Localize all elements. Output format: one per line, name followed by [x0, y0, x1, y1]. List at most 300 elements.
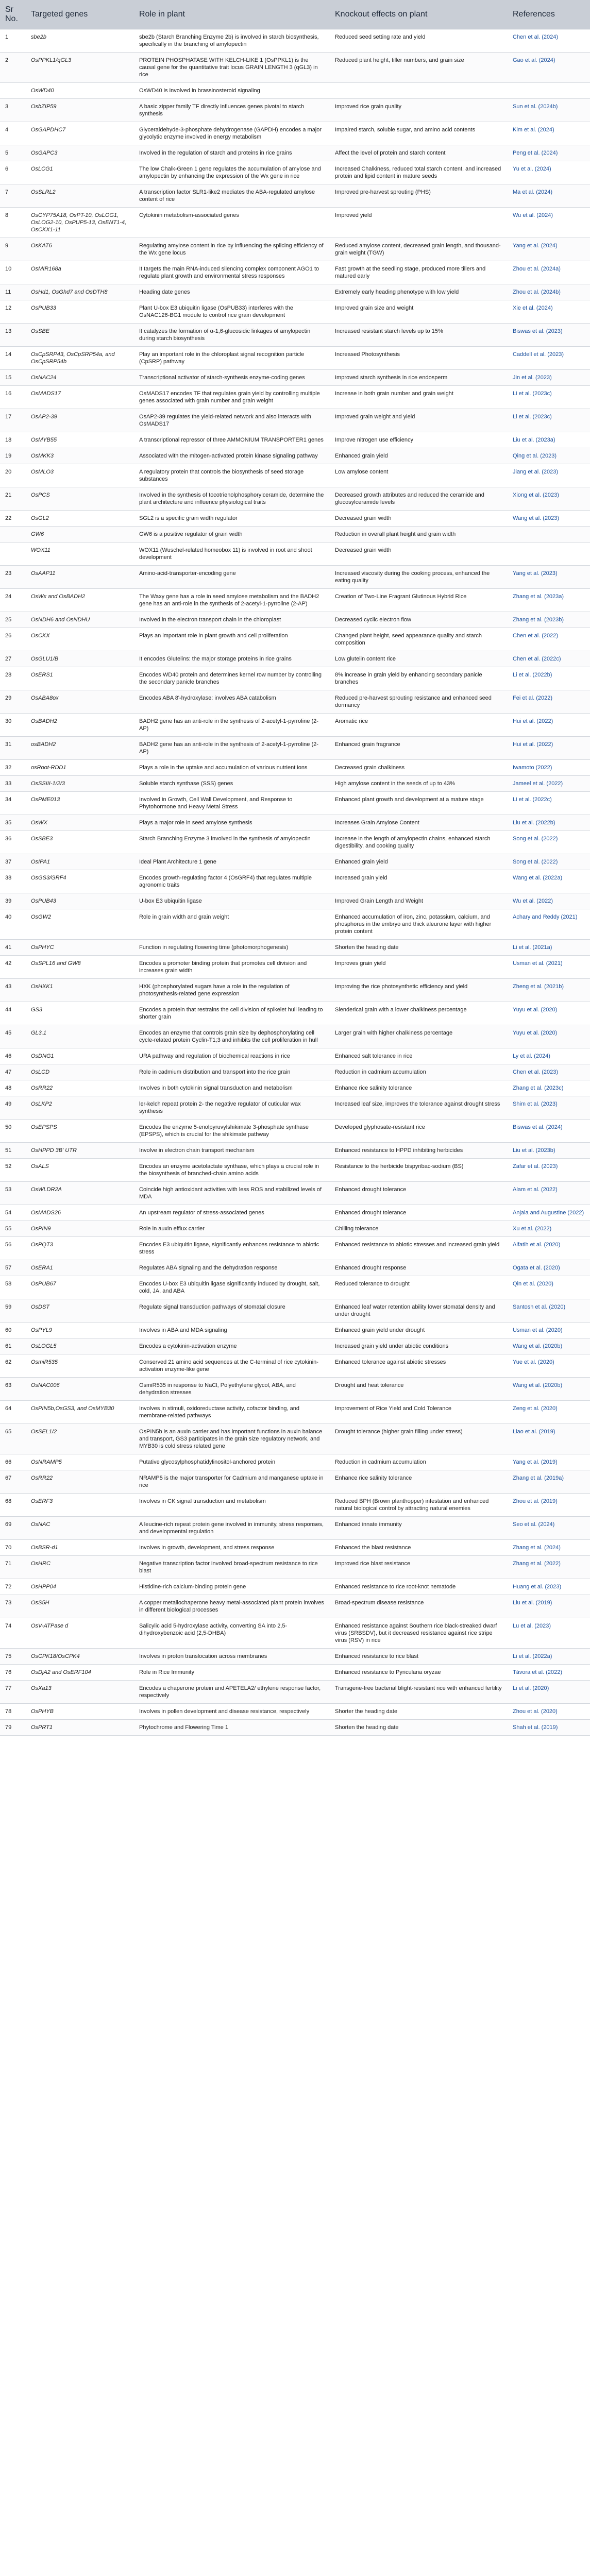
sr-no-cell: 5 — [0, 145, 26, 161]
table-row — [0, 1579, 590, 1595]
targeted-gene-cell: OsHXK1 — [26, 979, 134, 1002]
table-row — [0, 1401, 590, 1424]
sr-no-cell: 3 — [0, 99, 26, 122]
targeted-gene-cell: OsPUB33 — [26, 300, 134, 324]
reference-cell[interactable]: Li et al. (2022a) — [508, 1649, 590, 1665]
reference-cell[interactable]: Wang et al. (2020b) — [508, 1378, 590, 1401]
role-cell: Starch Branching Enzyme 3 involved in the synthesis of amylopectin — [134, 831, 330, 854]
reference-cell[interactable]: Lu et al. (2023) — [508, 1618, 590, 1649]
reference-cell[interactable]: Usman et al. (2021) — [508, 956, 590, 979]
role-cell: Regulate signal transduction pathways of stomatal closure — [134, 1299, 330, 1323]
sr-no-cell: 72 — [0, 1579, 26, 1595]
knockout-effect-cell: Increased Chalkiness, reduced total starch content, and increased protein and lipid content in mature seeds — [330, 161, 508, 184]
role-cell: OsMADS17 encodes TF that regulates grain yield by controlling multiple genes associated with grain number and grain weight — [134, 386, 330, 409]
knockout-effect-cell: Enhanced the blast resistance — [330, 1540, 508, 1556]
reference-cell[interactable]: Liu et al. (2023b) — [508, 1143, 590, 1159]
sr-no-cell: 30 — [0, 714, 26, 737]
knockout-effect-cell: Slenderical grain with a lower chalkiness percentage — [330, 1002, 508, 1025]
targeted-gene-cell: OsPHYC — [26, 940, 134, 956]
sr-no-cell: 11 — [0, 284, 26, 300]
knockout-effect-cell: Improving the rice photosynthetic efficiency and yield — [330, 979, 508, 1002]
sr-no-cell: 2 — [0, 53, 26, 83]
reference-cell[interactable]: Hui et al. (2022) — [508, 737, 590, 760]
role-cell: Involves in both cytokinin signal transduction and metabolism — [134, 1080, 330, 1096]
table-row — [0, 284, 590, 300]
reference-cell[interactable] — [508, 543, 590, 566]
table-row — [0, 1080, 590, 1096]
reference-cell[interactable]: Ogata et al. (2020) — [508, 1260, 590, 1276]
reference-cell[interactable]: Alfatih et al. (2020) — [508, 1237, 590, 1260]
table-row — [0, 1025, 590, 1048]
reference-cell[interactable]: Iwamoto (2022) — [508, 760, 590, 776]
role-cell: Encodes growth-regulating factor 4 (OsGRF4) that regulates multiple agronomic traits — [134, 870, 330, 893]
sr-no-cell: 54 — [0, 1205, 26, 1221]
knockout-effect-cell: Reduced plant height, tiller numbers, and grain size — [330, 53, 508, 83]
table-row — [0, 776, 590, 792]
knockout-effect-cell: Reduction in overall plant height and grain width — [330, 527, 508, 543]
reference-cell[interactable]: Li et al. (2022b) — [508, 667, 590, 690]
reference-cell[interactable]: Liu et al. (2023a) — [508, 432, 590, 448]
table-row — [0, 1143, 590, 1159]
knockout-effect-cell: Enhanced leaf water retention ability lower stomatal density and under drought — [330, 1299, 508, 1323]
reference-cell[interactable]: Alam et al. (2022) — [508, 1182, 590, 1205]
targeted-gene-cell: OsV-ATPase d — [26, 1618, 134, 1649]
knockout-effect-cell: Increased Photosynthesis — [330, 347, 508, 370]
sr-no-cell: 8 — [0, 208, 26, 238]
reference-cell[interactable]: Yang et al. (2019) — [508, 1454, 590, 1470]
role-cell: A transcription factor SLR1-like2 mediates the ABA-regulated amylose content of rice — [134, 184, 330, 208]
role-cell: Involves in growth, development, and stress response — [134, 1540, 330, 1556]
sr-no-cell: 59 — [0, 1299, 26, 1323]
role-cell: Plays an important role in plant growth and cell proliferation — [134, 628, 330, 651]
reference-cell[interactable]: Zeng et al. (2020) — [508, 1401, 590, 1424]
role-cell: Salicylic acid 5-hydroxylase activity, converting SA into 2,5-dihydroxybenzoic acid (2,5-DHBA) — [134, 1618, 330, 1649]
knockout-effect-cell: Reduction in cadmium accumulation — [330, 1064, 508, 1080]
targeted-gene-cell: OsSEL1/2 — [26, 1424, 134, 1454]
knockout-effect-cell: Enhanced grain yield under drought — [330, 1323, 508, 1338]
role-cell: Involved in Growth, Cell Wall Development, and Response to Phytohormone and Heavy Metal Stress — [134, 792, 330, 815]
reference-cell[interactable]: Liao et al. (2019) — [508, 1424, 590, 1454]
role-cell: The low Chalk-Green 1 gene regulates the accumulation of amylose and amylopectin by enhancing the expression of the Wx gene in rice — [134, 161, 330, 184]
table-row — [0, 979, 590, 1002]
targeted-gene-cell: OsMKK3 — [26, 448, 134, 464]
role-cell: Function in regulating flowering time (photomorphogenesis) — [134, 940, 330, 956]
table-row — [0, 464, 590, 487]
table-row — [0, 792, 590, 815]
role-cell: Transcriptional activator of starch-synthesis enzyme-coding genes — [134, 370, 330, 386]
sr-no-cell: 79 — [0, 1720, 26, 1736]
knockout-effect-cell: Broad-spectrum disease resistance — [330, 1595, 508, 1618]
reference-cell[interactable]: Kim et al. (2024) — [508, 122, 590, 145]
reference-cell[interactable]: Xu et al. (2022) — [508, 1221, 590, 1237]
targeted-gene-cell: OsCPK18/OsCPK4 — [26, 1649, 134, 1665]
knockout-effect-cell: 8% increase in grain yield by enhancing secondary panicle branches — [330, 667, 508, 690]
role-cell: Glyceraldehyde-3-phosphate dehydrogenase (GAPDH) encodes a major glycolytic enzyme involved in energy metabolism — [134, 122, 330, 145]
reference-cell[interactable]: Li et al. (2022c) — [508, 792, 590, 815]
knockout-effect-cell: Improved grain weight and yield — [330, 409, 508, 432]
reference-cell[interactable]: Wang et al. (2020b) — [508, 1338, 590, 1354]
table-row — [0, 714, 590, 737]
reference-cell[interactable]: Yuyu et al. (2020) — [508, 1002, 590, 1025]
reference-cell[interactable]: Yuyu et al. (2020) — [508, 1025, 590, 1048]
targeted-gene-cell: OsMLO3 — [26, 464, 134, 487]
sr-no-cell: 20 — [0, 464, 26, 487]
reference-cell[interactable]: Chen et al. (2023) — [508, 1064, 590, 1080]
knockout-effect-cell: Improved starch synthesis in rice endosperm — [330, 370, 508, 386]
reference-cell[interactable]: Jiang et al. (2023) — [508, 464, 590, 487]
role-cell: Involves in pollen development and disease resistance, respectively — [134, 1704, 330, 1720]
knockout-effect-cell: Enhanced salt tolerance in rice — [330, 1048, 508, 1064]
role-cell: Encodes an enzyme that controls grain size by dephosphorylating cell cycle-related protein Cyclin-T1;3 and inhibits the cell proliferation in hull — [134, 1025, 330, 1048]
reference-cell[interactable]: Song et al. (2022) — [508, 854, 590, 870]
table-row — [0, 300, 590, 324]
table-row — [0, 1378, 590, 1401]
header-references: References — [508, 0, 590, 29]
reference-cell[interactable] — [508, 527, 590, 543]
sr-no-cell: 31 — [0, 737, 26, 760]
role-cell: GW6 is a positive regulator of grain width — [134, 527, 330, 543]
reference-cell[interactable]: Qin et al. (2020) — [508, 1276, 590, 1299]
reference-cell[interactable]: Gao et al. (2024) — [508, 53, 590, 83]
targeted-gene-cell: OsSLRL2 — [26, 184, 134, 208]
role-cell: Encodes a cytokinin-activation enzyme — [134, 1338, 330, 1354]
knockout-effect-cell: Resistance to the herbicide bispyribac-sodium (BS) — [330, 1159, 508, 1182]
targeted-gene-cell: OsCpSRP43, OsCpSRP54a, and OsCpSRP54b — [26, 347, 134, 370]
knockout-effect-cell: Enhanced grain fragrance — [330, 737, 508, 760]
targeted-gene-cell: OsPHYB — [26, 1704, 134, 1720]
table-row — [0, 527, 590, 543]
reference-cell[interactable]: Zhou et al. (2020) — [508, 1704, 590, 1720]
role-cell: It targets the main RNA-induced silencing complex component AGO1 to regulate plant growth and environmental stress responses — [134, 261, 330, 284]
knockout-effect-cell: Drought and heat tolerance — [330, 1378, 508, 1401]
knockout-effect-cell: Changed plant height, seed appearance quality and starch composition — [330, 628, 508, 651]
reference-cell[interactable]: Zhang et al. (2023b) — [508, 612, 590, 628]
role-cell: OsPIN5b is an auxin carrier and has important functions in auxin balance and transport, GS3 participates in the grain size regulatory network, and MYB30 is cold stress related gene — [134, 1424, 330, 1454]
targeted-gene-cell: OsDjA2 and OsERF104 — [26, 1665, 134, 1681]
role-cell: Involved in the synthesis of tocotrienolphosphorylceramide, determine the plant architecture and influence physiological traits — [134, 487, 330, 511]
reference-cell[interactable]: Caddell et al. (2023) — [508, 347, 590, 370]
reference-cell[interactable]: Zhou et al. (2024b) — [508, 284, 590, 300]
table-row — [0, 760, 590, 776]
sr-no-cell: 1 — [0, 29, 26, 53]
reference-cell[interactable]: Liu et al. (2022b) — [508, 815, 590, 831]
sr-no-cell: 4 — [0, 122, 26, 145]
header-sr-no: Sr No. — [0, 0, 26, 29]
reference-cell[interactable]: Shah et al. (2019) — [508, 1720, 590, 1736]
table-row — [0, 29, 590, 53]
knockout-effect-cell: Decreased grain width — [330, 543, 508, 566]
role-cell: HXK (phosphorylated sugars have a role in the regulation of photosynthesis-related gene expression — [134, 979, 330, 1002]
table-row — [0, 261, 590, 284]
reference-cell[interactable]: Jin et al. (2023) — [508, 370, 590, 386]
table-row — [0, 1260, 590, 1276]
targeted-gene-cell: OsNAC24 — [26, 370, 134, 386]
knockout-effect-cell: Enhanced resistance to rice root-knot nematode — [330, 1579, 508, 1595]
role-cell: Amino-acid-transporter-encoding gene — [134, 566, 330, 589]
role-cell: Role in grain width and grain weight — [134, 909, 330, 940]
reference-cell[interactable]: Zhang et al. (2022) — [508, 1556, 590, 1579]
sr-no-cell: 76 — [0, 1665, 26, 1681]
table-row — [0, 667, 590, 690]
table-row — [0, 543, 590, 566]
targeted-gene-cell: OsmiR535 — [26, 1354, 134, 1378]
targeted-gene-cell: OsPRT1 — [26, 1720, 134, 1736]
targeted-gene-cell: OsPCS — [26, 487, 134, 511]
table-row — [0, 1424, 590, 1454]
role-cell: Plant U-box E3 ubiquitin ligase (OsPUB33) interferes with the OsNAC126-BG1 module to control rice grain development — [134, 300, 330, 324]
reference-cell[interactable]: Qing et al. (2023) — [508, 448, 590, 464]
table-row — [0, 409, 590, 432]
role-cell: Involves in stimuli, oxidoreductase activity, cofactor binding, and membrane-related pathways — [134, 1401, 330, 1424]
reference-cell[interactable]: Ma et al. (2024) — [508, 184, 590, 208]
role-cell: U-box E3 ubiquitin ligase — [134, 893, 330, 909]
table-row — [0, 1276, 590, 1299]
role-cell: Plays a role in the uptake and accumulation of various nutrient ions — [134, 760, 330, 776]
sr-no-cell — [0, 527, 26, 543]
knockout-effect-cell: Enhanced tolerance against abiotic stresses — [330, 1354, 508, 1378]
targeted-gene-cell: OsLCD — [26, 1064, 134, 1080]
table-row — [0, 432, 590, 448]
sr-no-cell: 16 — [0, 386, 26, 409]
reference-cell[interactable]: Wu et al. (2022) — [508, 893, 590, 909]
table-row — [0, 1048, 590, 1064]
table-row — [0, 1299, 590, 1323]
reference-cell[interactable]: Zhang et al. (2024) — [508, 1540, 590, 1556]
targeted-gene-cell: OsWX — [26, 815, 134, 831]
knockout-effect-cell: Reduced BPH (Brown planthopper) infestation and enhanced natural biological control by attracting natural enemies — [330, 1494, 508, 1517]
table-row — [0, 1618, 590, 1649]
knockout-effect-cell: Increase in both grain number and grain weight — [330, 386, 508, 409]
reference-cell[interactable]: Li et al. (2020) — [508, 1681, 590, 1704]
sr-no-cell: 34 — [0, 792, 26, 815]
reference-cell[interactable]: Seo et al. (2024) — [508, 1517, 590, 1540]
knockout-effect-cell: Increased resistant starch levels up to 15% — [330, 324, 508, 347]
sr-no-cell: 35 — [0, 815, 26, 831]
role-cell: Encodes an enzyme acetolactate synthase, which plays a crucial role in the biosynthesis of branched-chain amino acids — [134, 1159, 330, 1182]
table-row — [0, 612, 590, 628]
role-cell: OsAP2-39 regulates the yield-related network and also interacts with OsMADS17 — [134, 409, 330, 432]
sr-no-cell: 47 — [0, 1064, 26, 1080]
role-cell: An upstream regulator of stress-associated genes — [134, 1205, 330, 1221]
knockout-effect-cell: Enhanced resistance to rice blast — [330, 1649, 508, 1665]
reference-cell[interactable]: Song et al. (2022) — [508, 831, 590, 854]
table-row — [0, 893, 590, 909]
targeted-gene-cell: OsbZIP59 — [26, 99, 134, 122]
reference-cell[interactable]: Liu et al. (2019) — [508, 1595, 590, 1618]
sr-no-cell: 49 — [0, 1096, 26, 1120]
reference-cell[interactable]: Zhou et al. (2024a) — [508, 261, 590, 284]
reference-cell[interactable]: Li et al. (2023c) — [508, 386, 590, 409]
sr-no-cell: 22 — [0, 511, 26, 527]
reference-cell[interactable]: Hui et al. (2022) — [508, 714, 590, 737]
table-row — [0, 511, 590, 527]
reference-cell[interactable]: Zhang et al. (2023a) — [508, 589, 590, 612]
knockout-effect-cell: Larger grain with higher chalkiness percentage — [330, 1025, 508, 1048]
reference-cell[interactable]: Wang et al. (2022a) — [508, 870, 590, 893]
sr-no-cell: 36 — [0, 831, 26, 854]
knockout-effect-cell: Enhanced resistance to HPPD inhibiting herbicides — [330, 1143, 508, 1159]
sr-no-cell: 19 — [0, 448, 26, 464]
role-cell: Encodes the enzyme 5-enolpyruvylshikimate 3-phosphate synthase (EPSPS), which is crucial for the shikimate pathway — [134, 1120, 330, 1143]
targeted-gene-cell: OsSPL16 and GW8 — [26, 956, 134, 979]
role-cell: A leucine-rich repeat protein gene involved in immunity, stress responses, and developmental regulation — [134, 1517, 330, 1540]
knockout-effect-cell: Reduced pre-harvest sprouting resistance and enhanced seed dormancy — [330, 690, 508, 714]
reference-cell[interactable]: Jameel et al. (2022) — [508, 776, 590, 792]
knockout-effect-cell: Enhanced drought tolerance — [330, 1205, 508, 1221]
table-row — [0, 940, 590, 956]
knockout-effect-cell: Enhanced resistance to abiotic stresses and increased grain yield — [330, 1237, 508, 1260]
reference-cell[interactable]: Biswas et al. (2024) — [508, 1120, 590, 1143]
knockout-effect-cell: Shorten the heading date — [330, 940, 508, 956]
targeted-gene-cell: OsWLDR2A — [26, 1182, 134, 1205]
targeted-gene-cell: OsPYL9 — [26, 1323, 134, 1338]
table-row — [0, 1205, 590, 1221]
reference-cell[interactable]: Santosh et al. (2020) — [508, 1299, 590, 1323]
reference-cell[interactable]: Yang et al. (2024) — [508, 238, 590, 261]
reference-cell[interactable]: Yang et al. (2023) — [508, 566, 590, 589]
targeted-gene-cell: OsLKP2 — [26, 1096, 134, 1120]
reference-cell[interactable]: Fei et al. (2022) — [508, 690, 590, 714]
role-cell: Regulates ABA signaling and the dehydration response — [134, 1260, 330, 1276]
reference-cell[interactable]: Shim et al. (2023) — [508, 1096, 590, 1120]
table-row — [0, 1665, 590, 1681]
table-row — [0, 238, 590, 261]
sr-no-cell: 18 — [0, 432, 26, 448]
sr-no-cell: 37 — [0, 854, 26, 870]
reference-cell[interactable]: Ly et al. (2024) — [508, 1048, 590, 1064]
role-cell: Role in Rice Immunity — [134, 1665, 330, 1681]
table-row — [0, 184, 590, 208]
role-cell: Involved in the regulation of starch and proteins in rice grains — [134, 145, 330, 161]
role-cell: A copper metallochaperone heavy metal-associated plant protein involves in different biological processes — [134, 1595, 330, 1618]
reference-cell[interactable]: Chen et al. (2022) — [508, 628, 590, 651]
reference-cell[interactable]: Yu et al. (2024) — [508, 161, 590, 184]
role-cell: Involved in the electron transport chain in the chloroplast — [134, 612, 330, 628]
targeted-gene-cell: WOX11 — [26, 543, 134, 566]
reference-cell[interactable]: Sun et al. (2024b) — [508, 99, 590, 122]
sr-no-cell: 26 — [0, 628, 26, 651]
sr-no-cell: 57 — [0, 1260, 26, 1276]
reference-cell[interactable] — [508, 83, 590, 99]
reference-cell[interactable]: Chen et al. (2024) — [508, 29, 590, 53]
sr-no-cell: 64 — [0, 1401, 26, 1424]
sr-no-cell: 21 — [0, 487, 26, 511]
reference-cell[interactable]: Peng et al. (2024) — [508, 145, 590, 161]
table-row — [0, 1540, 590, 1556]
targeted-gene-cell: OsIPA1 — [26, 854, 134, 870]
role-cell: Histidine-rich calcium-binding protein gene — [134, 1579, 330, 1595]
table-row — [0, 99, 590, 122]
knockout-effect-cell: Enhanced resistance to Pyricularia oryzae — [330, 1665, 508, 1681]
reference-cell[interactable]: Zhou et al. (2019) — [508, 1494, 590, 1517]
table-row — [0, 1494, 590, 1517]
targeted-gene-cell: OsMADS26 — [26, 1205, 134, 1221]
sr-no-cell: 45 — [0, 1025, 26, 1048]
role-cell: sbe2b (Starch Branching Enzyme 2b) is involved in starch biosynthesis, specifically in the branching of amylopectin — [134, 29, 330, 53]
targeted-gene-cell: OsKAT6 — [26, 238, 134, 261]
knockout-effect-cell: Drought tolerance (higher grain filling under stress) — [330, 1424, 508, 1454]
table-row — [0, 122, 590, 145]
table-row — [0, 1720, 590, 1736]
role-cell: BADH2 gene has an anti-role in the synthesis of 2-acetyl-1-pyrroline (2-AP) — [134, 737, 330, 760]
reference-cell[interactable]: Zheng et al. (2021b) — [508, 979, 590, 1002]
table-row — [0, 370, 590, 386]
sr-no-cell: 6 — [0, 161, 26, 184]
role-cell: It catalyzes the formation of α-1,6-glucosidic linkages of amylopectin during starch biosynthesis — [134, 324, 330, 347]
targeted-gene-cell: OsGL2 — [26, 511, 134, 527]
reference-cell[interactable]: Huang et al. (2023) — [508, 1579, 590, 1595]
role-cell: Cytokinin metabolism-associated genes — [134, 208, 330, 238]
reference-cell[interactable]: Li et al. (2023c) — [508, 409, 590, 432]
table-row — [0, 1470, 590, 1494]
table-row — [0, 1182, 590, 1205]
knockout-effect-cell: Reduction in cadmium accumulation — [330, 1454, 508, 1470]
knockout-effect-cell: Reduced amylose content, decreased grain length, and thousand-grain weight (TGW) — [330, 238, 508, 261]
sr-no-cell: 53 — [0, 1182, 26, 1205]
targeted-gene-cell: OsMIR168a — [26, 261, 134, 284]
table-row — [0, 909, 590, 940]
sr-no-cell: 66 — [0, 1454, 26, 1470]
table-row — [0, 1221, 590, 1237]
reference-cell[interactable]: Zhang et al. (2023c) — [508, 1080, 590, 1096]
role-cell: Soluble starch synthase (SSS) genes — [134, 776, 330, 792]
header-targeted-genes: Targeted genes — [26, 0, 134, 29]
reference-cell[interactable]: Zhang et al. (2019a) — [508, 1470, 590, 1494]
role-cell: Negative transcription factor involved broad-spectrum resistance to rice blast — [134, 1556, 330, 1579]
role-cell: WOX11 (Wuschel-related homeobox 11) is involved in root and shoot development — [134, 543, 330, 566]
sr-no-cell: 71 — [0, 1556, 26, 1579]
reference-cell[interactable]: Anjala and Augustine (2022) — [508, 1205, 590, 1221]
knockout-effect-cell: Increased grain yield — [330, 870, 508, 893]
sr-no-cell: 25 — [0, 612, 26, 628]
table-row — [0, 628, 590, 651]
reference-cell[interactable]: Wu et al. (2024) — [508, 208, 590, 238]
reference-cell[interactable]: Achary and Reddy (2021) — [508, 909, 590, 940]
sr-no-cell: 63 — [0, 1378, 26, 1401]
targeted-gene-cell: OsS5H — [26, 1595, 134, 1618]
reference-cell[interactable]: Wang et al. (2023) — [508, 511, 590, 527]
reference-cell[interactable]: Li et al. (2021a) — [508, 940, 590, 956]
sr-no-cell: 62 — [0, 1354, 26, 1378]
reference-cell[interactable]: Biswas et al. (2023) — [508, 324, 590, 347]
table-row — [0, 83, 590, 99]
targeted-gene-cell: OsDNG1 — [26, 1048, 134, 1064]
targeted-gene-cell: OsNDH6 and OsNDHU — [26, 612, 134, 628]
knockout-effect-cell: Fast growth at the seedling stage, produced more tillers and matured early — [330, 261, 508, 284]
table-row — [0, 815, 590, 831]
table-row — [0, 1237, 590, 1260]
knockout-effect-cell: Shorter the heading date — [330, 1704, 508, 1720]
table-row — [0, 589, 590, 612]
knockout-effect-cell: Improves grain yield — [330, 956, 508, 979]
sr-no-cell: 68 — [0, 1494, 26, 1517]
table-row — [0, 324, 590, 347]
targeted-gene-cell: OsEPSPS — [26, 1120, 134, 1143]
reference-cell[interactable]: Usman et al. (2020) — [508, 1323, 590, 1338]
reference-cell[interactable]: Távora et al. (2022) — [508, 1665, 590, 1681]
sr-no-cell: 17 — [0, 409, 26, 432]
role-cell: BADH2 gene has an anti-role in the synthesis of 2-acetyl-1-pyrroline (2-AP) — [134, 714, 330, 737]
table-row — [0, 1556, 590, 1579]
reference-cell[interactable]: Xiong et al. (2023) — [508, 487, 590, 511]
sr-no-cell — [0, 543, 26, 566]
reference-cell[interactable]: Yue et al. (2020) — [508, 1354, 590, 1378]
reference-cell[interactable]: Zafar et al. (2023) — [508, 1159, 590, 1182]
reference-cell[interactable]: Xie et al. (2024) — [508, 300, 590, 324]
reference-cell[interactable]: Chen et al. (2022c) — [508, 651, 590, 667]
knockout-effect-cell: Increased grain yield under abiotic conditions — [330, 1338, 508, 1354]
role-cell: A transcriptional repressor of three AMMONIUM TRANSPORTER1 genes — [134, 432, 330, 448]
